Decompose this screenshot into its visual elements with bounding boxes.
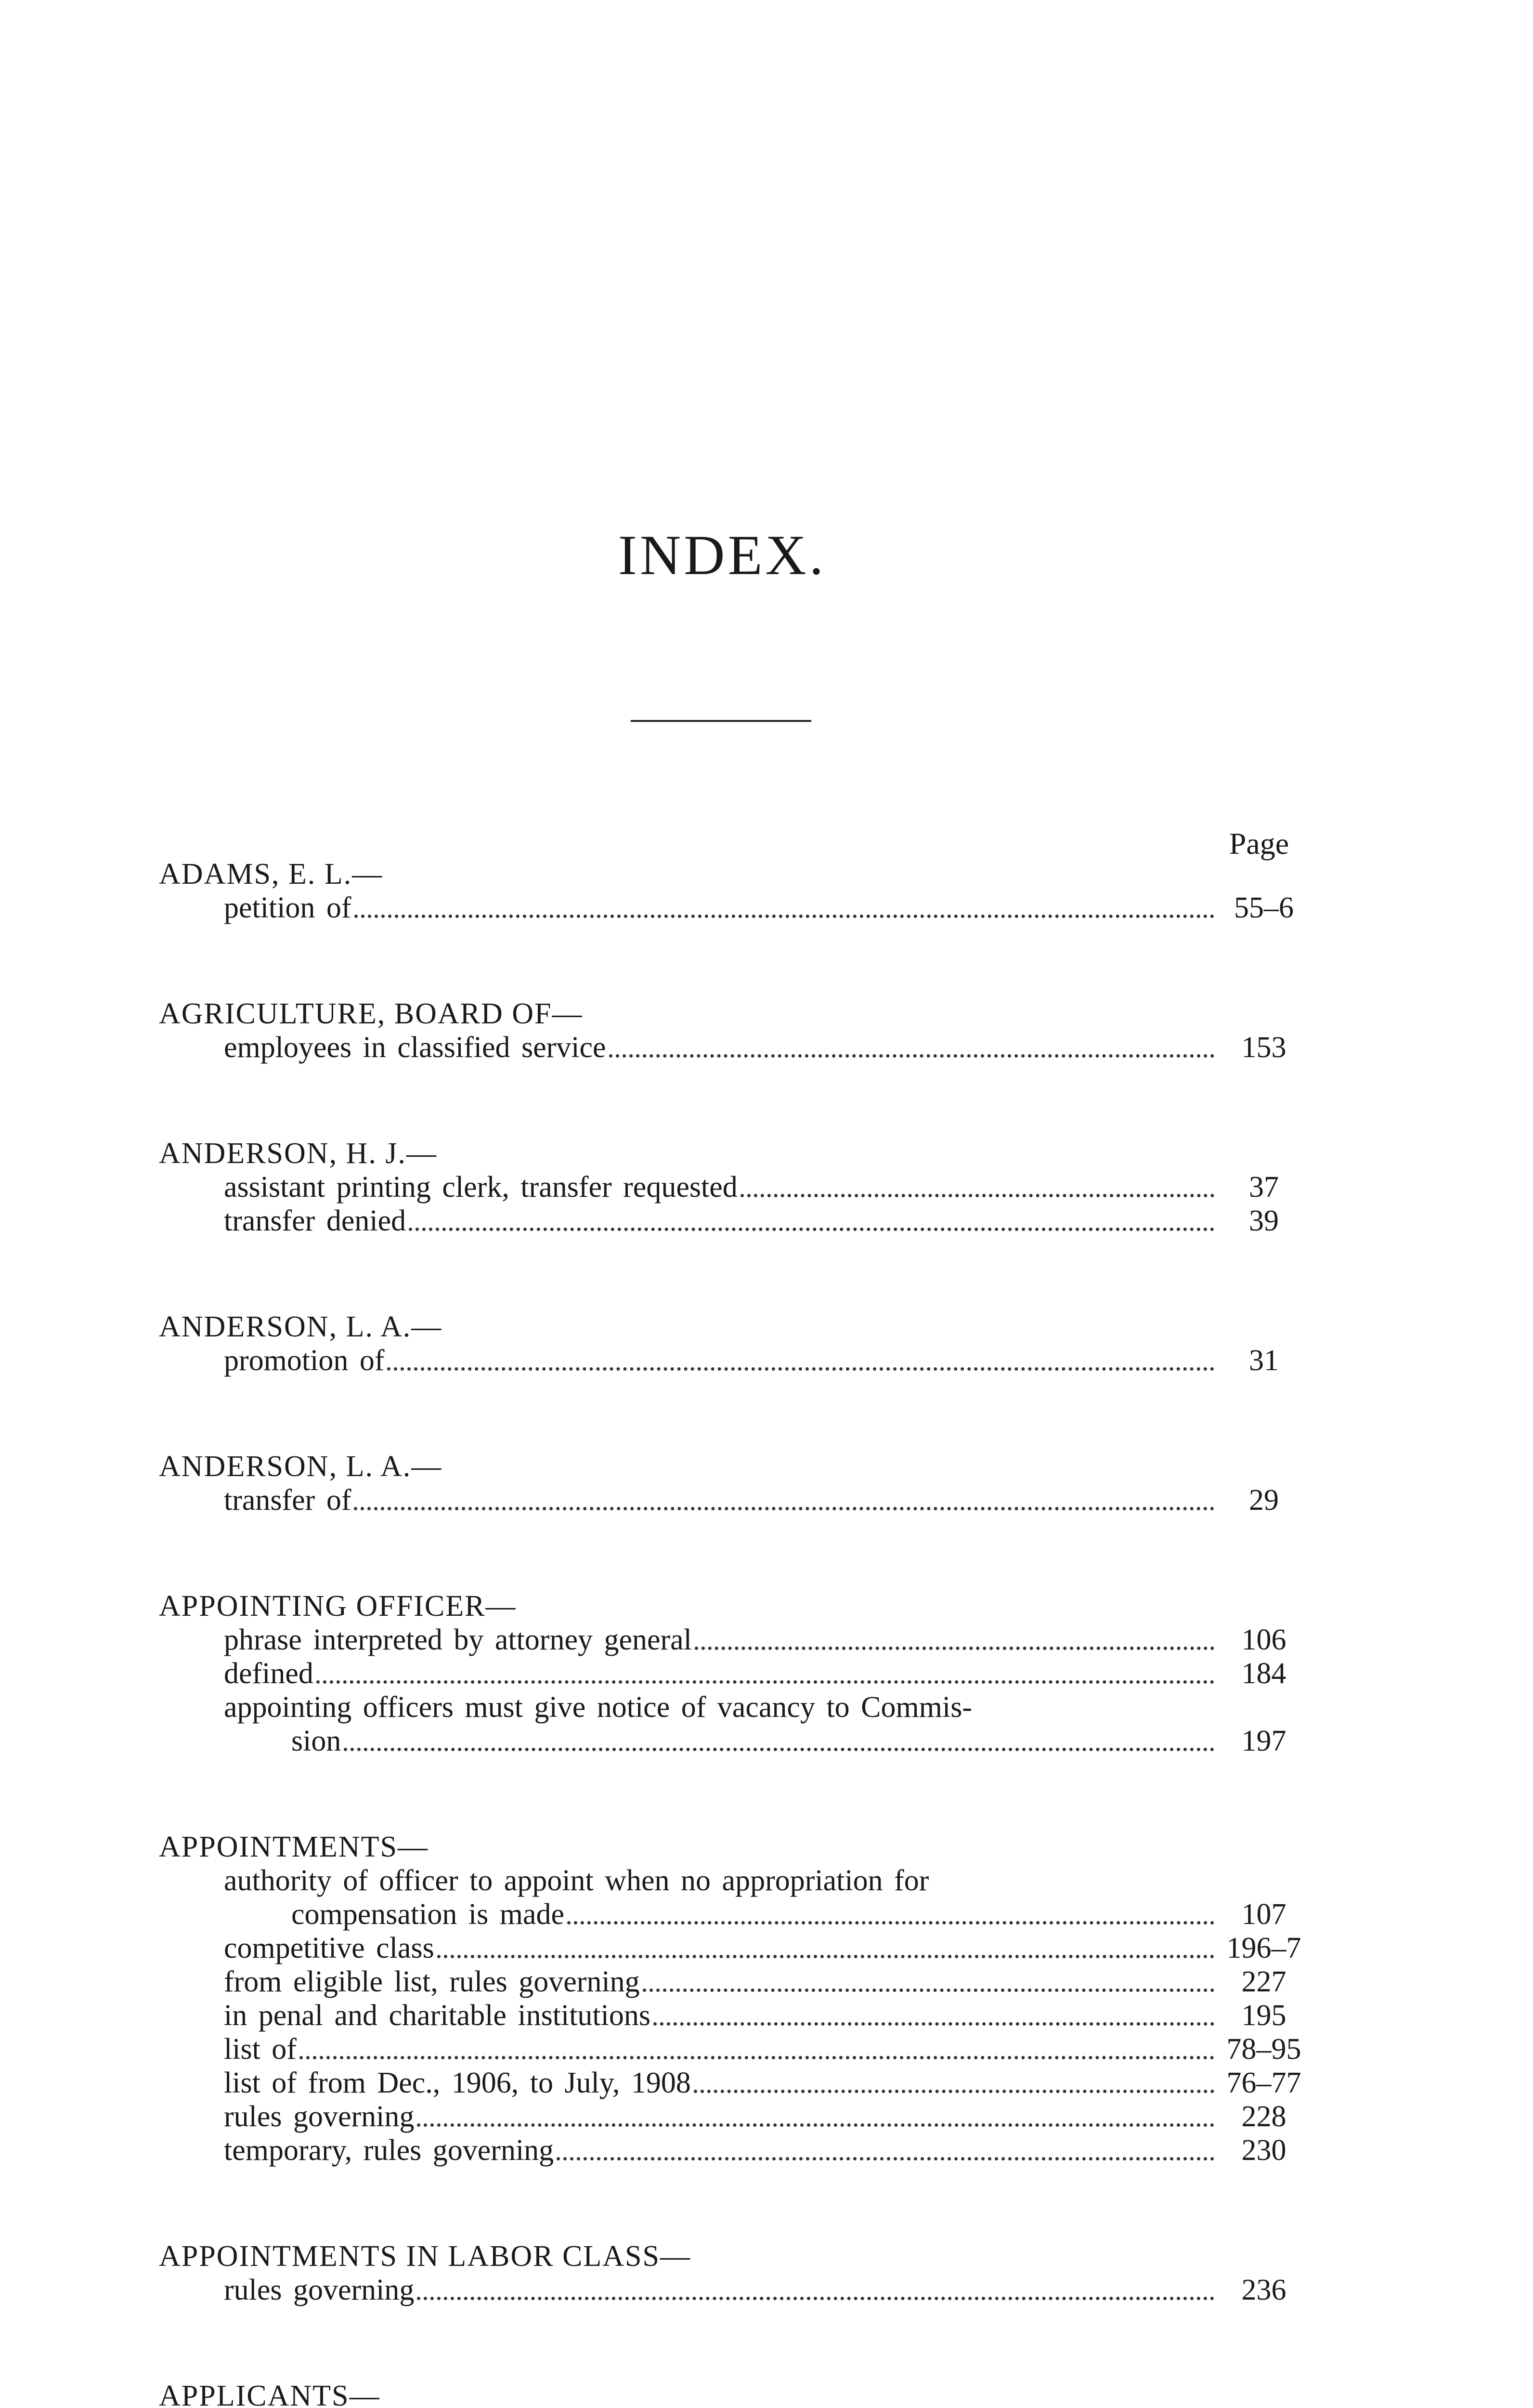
dot-leader (643, 1989, 1214, 1992)
entry-line (159, 1965, 1305, 1999)
entry-text: promotion of (224, 1344, 385, 1377)
page-number: 39 (1249, 1204, 1279, 1237)
dot-leader (417, 2297, 1214, 2300)
page-number: 227 (1241, 1965, 1286, 1998)
entry-text: temporary, rules governing (224, 2134, 554, 2167)
dot-leader (409, 1228, 1214, 1231)
index-entry (159, 1830, 1305, 2167)
index-entry (159, 1450, 1305, 1517)
entry-line (159, 2032, 1305, 2066)
entry-heading: ANDERSON, L. A.— (159, 1450, 442, 1483)
index-entry (159, 857, 1305, 925)
dot-leader (316, 1680, 1214, 1684)
entry-heading: APPLICANTS— (159, 2380, 380, 2408)
dot-leader (609, 1054, 1214, 1058)
dot-leader (387, 1367, 1214, 1371)
page-number: 195 (1241, 1999, 1286, 2032)
page-number: 236 (1241, 2274, 1286, 2306)
entry-text: transfer of (224, 1484, 351, 1517)
entry-text: list of from Dec., 1906, to July, 1908 (224, 2067, 691, 2099)
dot-leader (354, 915, 1214, 918)
page-number: 228 (1241, 2100, 1286, 2133)
entry-line (159, 1864, 1305, 1898)
entry-heading: ADAMS, E. L.— (159, 858, 383, 890)
dot-leader (354, 1507, 1214, 1510)
page-number: 78–95 (1226, 2033, 1301, 2066)
entry-text: employees in classified service (224, 1031, 606, 1064)
dot-leader (299, 2056, 1214, 2059)
entry-heading: ANDERSON, H. J.— (159, 1137, 437, 1170)
entry-text: phrase interpreted by attorney general (224, 1623, 692, 1656)
entry-line (159, 1999, 1305, 2032)
entry-heading: ANDERSON, L. A.— (159, 1310, 442, 1343)
dot-leader (653, 2022, 1214, 2026)
page-number: 31 (1249, 1344, 1279, 1377)
entry-heading: APPOINTMENTS— (159, 1831, 429, 1863)
entry-text: from eligible list, rules governing (224, 1965, 640, 1998)
page-number: 55–6 (1234, 891, 1294, 924)
dot-leader (344, 1748, 1214, 1751)
entry-text: list of (224, 2033, 297, 2066)
entry-text-continuation: compensation is made (291, 1898, 564, 1931)
entry-line (159, 891, 1305, 925)
page-number: 106 (1241, 1623, 1286, 1656)
entry-text: petition of (224, 891, 351, 924)
page-number: 76–77 (1226, 2067, 1301, 2099)
page-number: 230 (1241, 2134, 1286, 2167)
index-entry (159, 1310, 1305, 1377)
page-number: 37 (1249, 1171, 1279, 1204)
entry-line (159, 2066, 1305, 2100)
title-rule (631, 720, 811, 722)
page-number: 184 (1241, 1657, 1286, 1690)
entry-line (159, 1170, 1305, 1204)
index-entry (159, 2239, 1305, 2307)
entry-heading: AGRICULTURE, BOARD OF— (159, 997, 583, 1030)
entry-text: transfer denied (224, 1204, 406, 1237)
page-number: 196–7 (1226, 1932, 1301, 1964)
entry-line (159, 1657, 1305, 1690)
index-entry (159, 1137, 1305, 1238)
page-number: 153 (1241, 1031, 1286, 1064)
entry-line (159, 2133, 1305, 2167)
dot-leader (557, 2157, 1214, 2160)
page-number: 197 (1241, 1725, 1286, 1757)
index-entry (159, 2379, 1305, 2408)
entry-line (159, 1724, 1305, 1758)
index-entries (159, 857, 1305, 2408)
index-entry (159, 997, 1305, 1064)
page-number: 29 (1249, 1484, 1279, 1517)
dot-leader (694, 2090, 1214, 2093)
page-title: INDEX. (618, 523, 827, 587)
entry-line (159, 1690, 1305, 1724)
entry-line (159, 1031, 1305, 1064)
entry-heading: APPOINTMENTS IN LABOR CLASS— (159, 2240, 691, 2273)
entry-text-continuation: sion (291, 1725, 341, 1757)
entry-line (159, 1204, 1305, 1238)
entry-line (159, 1898, 1305, 1931)
dot-leader (567, 1921, 1214, 1924)
entry-text: competitive class (224, 1932, 434, 1964)
entry-text: assistant printing clerk, transfer requested (224, 1171, 738, 1204)
page-number: 107 (1241, 1898, 1286, 1931)
entry-heading: APPOINTING OFFICER— (159, 1590, 517, 1623)
entry-text: in penal and charitable institutions (224, 1999, 651, 2032)
entry-line (159, 1623, 1305, 1657)
dot-leader (437, 1955, 1214, 1958)
dot-leader (417, 2123, 1214, 2127)
entry-line (159, 2100, 1305, 2133)
entry-line (159, 1931, 1305, 1965)
dot-leader (741, 1194, 1214, 1197)
entry-line (159, 2273, 1305, 2307)
entry-text: authority of officer to appoint when no appropriation for (224, 1864, 929, 1897)
entry-line (159, 1344, 1305, 1377)
entry-line (159, 1483, 1305, 1517)
entry-text: appointing officers must give notice of vacancy to Commis- (224, 1691, 972, 1724)
entry-text: rules governing (224, 2274, 415, 2306)
dot-leader (695, 1647, 1214, 1650)
page-column-header: Page (1229, 826, 1289, 861)
index-entry (159, 1589, 1305, 1758)
entry-text: defined (224, 1657, 313, 1690)
entry-text: rules governing (224, 2100, 415, 2133)
